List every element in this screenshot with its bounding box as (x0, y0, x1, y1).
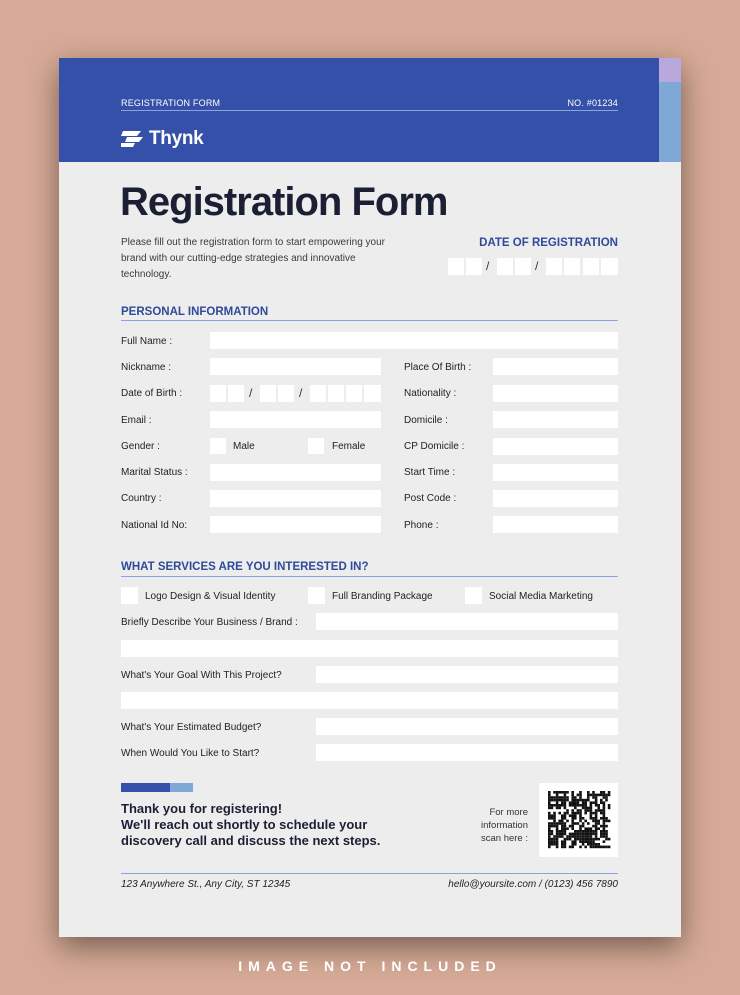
gender-female-checkbox[interactable] (308, 438, 324, 454)
country-field[interactable] (210, 490, 381, 507)
reg-date-day-1[interactable] (448, 258, 464, 275)
header-divider (121, 110, 618, 111)
footer-contact: hello@yoursite.com / (0123) 456 7890 (448, 879, 618, 890)
dob-year-3[interactable] (346, 385, 362, 402)
reg-date-year-4[interactable] (601, 258, 618, 275)
services-heading: WHAT SERVICES ARE YOU INTERESTED IN? (121, 561, 369, 573)
dob-month-1[interactable] (260, 385, 276, 402)
domicile-field[interactable] (493, 411, 618, 428)
date-of-birth-label: Date of Birth : (121, 388, 183, 399)
reg-date-day-2[interactable] (466, 258, 482, 275)
describe-business-field[interactable] (316, 613, 618, 630)
reg-date-month-2[interactable] (515, 258, 531, 275)
cp-domicile-field[interactable] (493, 438, 618, 455)
place-of-birth-label: Place Of Birth : (404, 362, 472, 373)
goal-field-line-2[interactable] (121, 692, 618, 709)
email-label: Email : (121, 415, 152, 426)
post-code-field[interactable] (493, 490, 618, 507)
reg-date-year-3[interactable] (583, 258, 599, 275)
goal-label: What's Your Goal With This Project? (121, 670, 282, 681)
date-of-registration-label: DATE OF REGISTRATION (479, 237, 618, 249)
reg-date-year-1[interactable] (546, 258, 562, 275)
nickname-label: Nickname : (121, 362, 172, 373)
dob-year-4[interactable] (364, 385, 381, 402)
qr-code[interactable] (539, 783, 618, 857)
budget-label: What's Your Estimated Budget? (121, 722, 262, 733)
dob-year-1[interactable] (310, 385, 326, 402)
form-tag: REGISTRATION FORM (121, 98, 221, 108)
personal-info-divider (121, 320, 618, 321)
service-branding-label: Full Branding Package (332, 591, 433, 602)
dob-day-2[interactable] (228, 385, 244, 402)
thank-you-message (121, 801, 421, 849)
qr-code-icon (539, 783, 618, 857)
brand-logo-icon (121, 131, 143, 147)
reg-date-slash-1: / (486, 259, 490, 273)
dob-day-1[interactable] (210, 385, 226, 402)
nationality-field[interactable] (493, 385, 618, 402)
footer-address: 123 Anywhere St., Any City, ST 12345 (121, 879, 291, 890)
reg-date-slash-2: / (535, 259, 539, 273)
start-time-label: Start Time : (404, 467, 456, 478)
dob-slash-2: / (299, 386, 303, 400)
brand-logo (121, 128, 203, 150)
place-of-birth-field[interactable] (493, 358, 618, 375)
scan-note-line-1: For more (489, 807, 528, 818)
services-divider (121, 576, 618, 577)
nickname-field[interactable] (210, 358, 381, 375)
national-id-label: National Id No: (121, 520, 188, 531)
gender-female-label: Female (332, 441, 366, 452)
start-field[interactable] (316, 744, 618, 761)
phone-field[interactable] (493, 516, 618, 533)
reg-date-year-2[interactable] (564, 258, 580, 275)
nationality-label: Nationality : (404, 388, 457, 399)
dob-year-2[interactable] (328, 385, 344, 402)
brand-name: Thynk (149, 128, 204, 149)
service-social-label: Social Media Marketing (489, 591, 593, 602)
scan-note (440, 806, 528, 845)
phone-label: Phone : (404, 520, 439, 531)
scan-note-line-2: information (481, 820, 528, 831)
country-label: Country : (121, 493, 162, 504)
full-name-label: Full Name : (121, 336, 173, 347)
domicile-label: Domicile : (404, 415, 448, 426)
service-social-checkbox[interactable] (465, 587, 482, 604)
goal-field[interactable] (316, 666, 618, 683)
intro-text: Please fill out the registration form to start empowering your brand with our cutting-edge strategies and innovative technology. (121, 237, 386, 280)
marital-status-field[interactable] (210, 464, 381, 481)
page-title: Registration Form (120, 180, 448, 224)
describe-business-field-line-2[interactable] (121, 640, 618, 657)
email-field[interactable] (210, 411, 381, 428)
budget-field[interactable] (316, 718, 618, 735)
dob-slash-1: / (249, 386, 253, 400)
personal-info-heading: PERSONAL INFORMATION (121, 306, 269, 318)
footer-divider (121, 873, 618, 874)
national-id-field[interactable] (210, 516, 381, 533)
thank-you-line-1: Thank you for registering! (121, 801, 283, 816)
service-branding-checkbox[interactable] (308, 587, 325, 604)
post-code-label: Post Code : (404, 493, 457, 504)
full-name-field[interactable] (210, 332, 618, 349)
thank-you-line-3: discovery call and discuss the next steps. (121, 833, 381, 848)
closing-accent-light (170, 783, 193, 792)
gender-male-checkbox[interactable] (210, 438, 226, 454)
image-not-included-caption: IMAGE NOT INCLUDED (238, 958, 502, 974)
start-label: When Would You Like to Start? (121, 748, 260, 759)
dob-month-2[interactable] (278, 385, 294, 402)
closing-accent-dark (121, 783, 170, 792)
accent-stripe-lilac (659, 58, 681, 82)
accent-stripe-blue (659, 82, 681, 162)
reg-date-month-1[interactable] (497, 258, 513, 275)
thank-you-line-2: We'll reach out shortly to schedule your (121, 817, 368, 832)
describe-business-label: Briefly Describe Your Business / Brand : (121, 617, 298, 628)
form-number: NO. #01234 (567, 98, 618, 108)
service-logo-label: Logo Design & Visual Identity (145, 591, 276, 602)
gender-male-label: Male (233, 441, 255, 452)
gender-label: Gender : (121, 441, 160, 452)
scan-note-line-3: scan here : (481, 833, 528, 844)
service-logo-checkbox[interactable] (121, 587, 138, 604)
cp-domicile-label: CP Domicile : (404, 441, 465, 452)
start-time-field[interactable] (493, 464, 618, 481)
marital-status-label: Marital Status : (121, 467, 188, 478)
